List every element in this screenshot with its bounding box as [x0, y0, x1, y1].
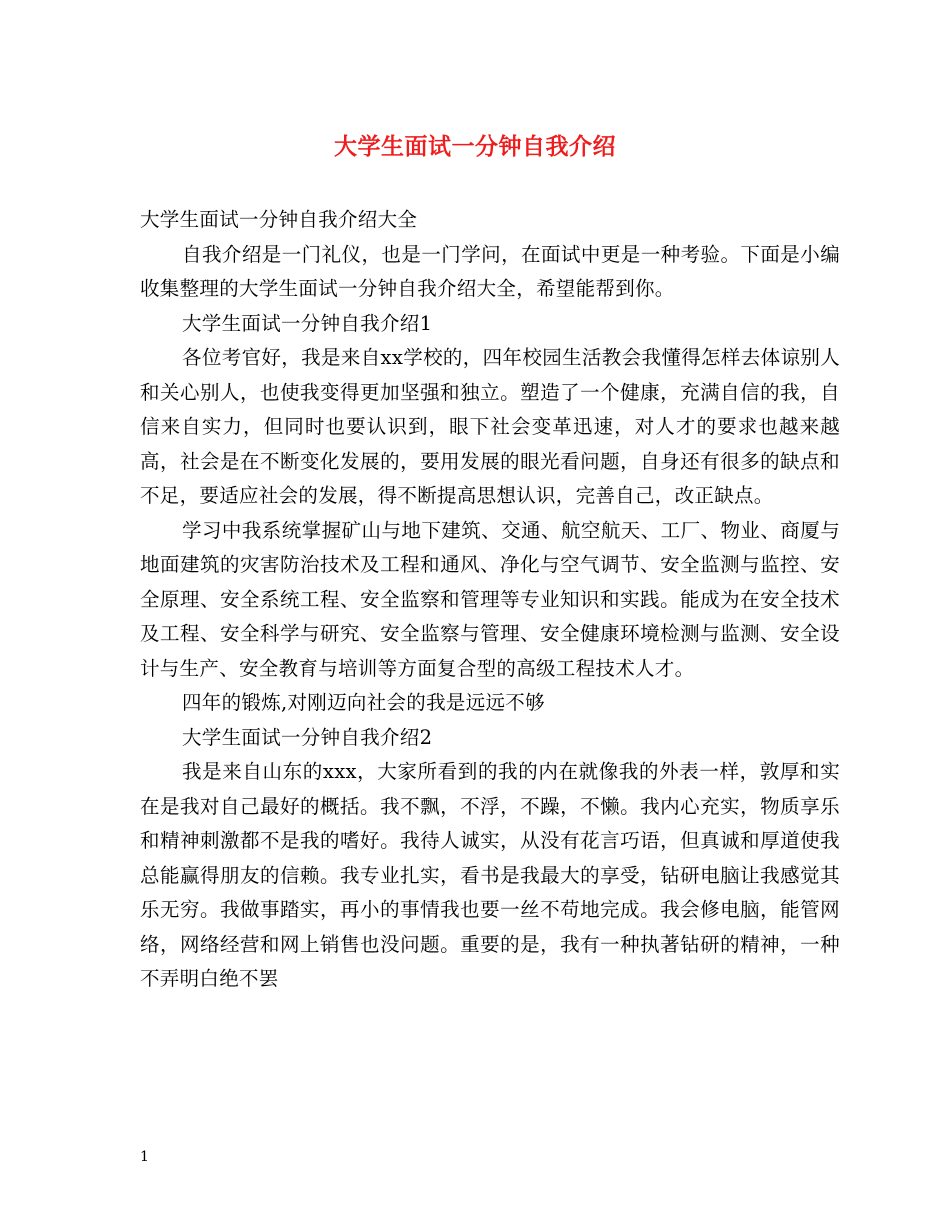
document-title: 大学生面试一分钟自我介绍 — [334, 133, 616, 160]
body-paragraph: 我是来自山东的xxx，大家所看到的我的内在就像我的外表一样，敦厚和实在是我对自己最好的概括。我不飘，不浮，不躁，不懒。我内心充实，物质享乐和精神刺激都不是我的嗜好。我待人诚实，从没有花言巧语，但真诚和厚道使我总能赢得朋友的信赖。我专业扎实，看书是我最大的享受，钻研电脑让我感觉其乐无穷。我做事踏实，再小的事情我也要一丝不苟地完成。我会修电脑，能管网络，网络经营和网上销售也没问题。重要的是，我有一种执著钻研的精神，一种不弄明白绝不罢 — [140, 760, 840, 990]
section-heading-2: 大学生面试一分钟自我介绍2 — [182, 725, 433, 749]
subtitle-paragraph: 大学生面试一分钟自我介绍大全 — [140, 208, 418, 231]
body-paragraph: 四年的锻炼,对刚迈向社会的我是远远不够 — [182, 691, 545, 714]
section-heading-1: 大学生面试一分钟自我介绍1 — [182, 311, 433, 335]
page-number: 1 — [140, 1149, 149, 1165]
document-body — [140, 203, 840, 997]
body-paragraph: 学习中我系统掌握矿山与地下建筑、交通、航空航天、工厂、物业、商厦与地面建筑的灾害防治技术及工程和通风、净化与空气调节、安全监测与监控、安全原理、安全系统工程、安全监察和管理等专业知识和实践。能成为在安全技术及工程、安全科学与研究、安全监察与管理、安全健康环境检测与监测、安全设计与生产、安全教育与培训等方面复合型的高级工程技术人才。 — [140, 518, 840, 680]
body-paragraph: 各位考官好，我是来自xx学校的，四年校园生活教会我懂得怎样去体谅别人和关心别人，也使我变得更加坚强和独立。塑造了一个健康，充满自信的我，自信来自实力，但同时也要认识到，眼下社会变革迅速，对人才的要求也越来越高，社会是在不断变化发展的，要用发展的眼光看问题，自身还有很多的缺点和不足，要适应社会的发展，得不断提高思想认识，完善自己，改正缺点。 — [140, 346, 840, 507]
intro-paragraph: 自我介绍是一门礼仪，也是一门学问，在面试中更是一种考验。下面是小编收集整理的大学生面试一分钟自我介绍大全，希望能帮到你。 — [140, 242, 840, 300]
